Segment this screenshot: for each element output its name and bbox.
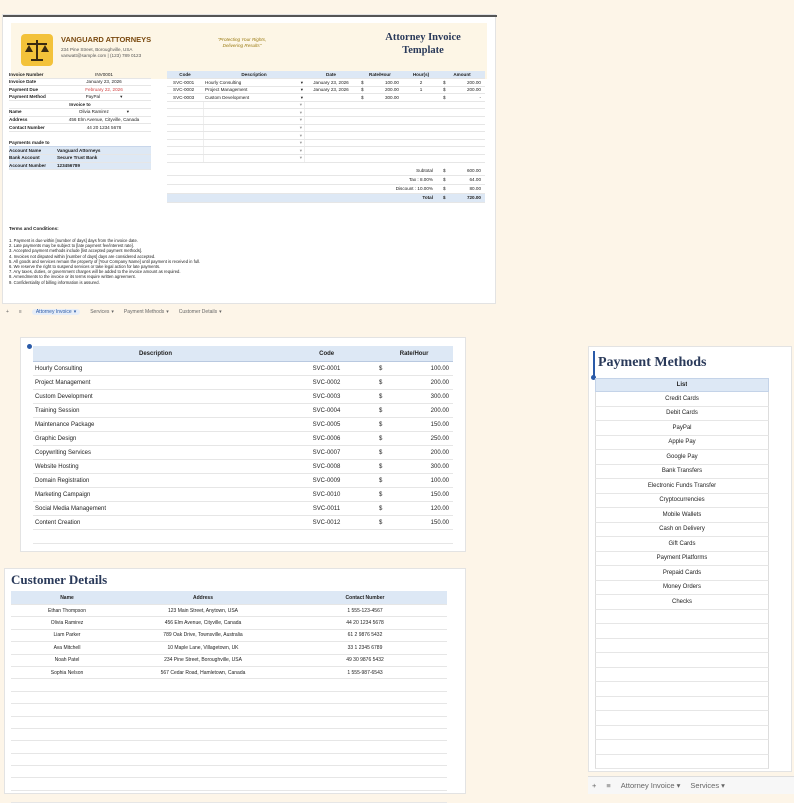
table-row (33, 516, 453, 530)
table-row (33, 488, 453, 502)
field-row: Invoice Number INV0001 (9, 71, 151, 79)
table-cell[interactable]: SVC-0002 (173, 87, 195, 93)
list-item (595, 407, 769, 422)
table-cell[interactable]: Copywriting Services (35, 449, 92, 456)
table-cell[interactable]: Hourly Consulting (35, 365, 83, 372)
table-row (33, 404, 453, 418)
table-cell[interactable]: Project Management (35, 379, 91, 386)
tab-services[interactable]: Services ▾ (90, 309, 114, 315)
table-cell[interactable]: 33 1 2345 6789 (347, 644, 383, 651)
table-cell[interactable]: SVC-0006 (312, 435, 341, 442)
description-cell[interactable] (203, 102, 305, 109)
list-item (595, 566, 769, 581)
table-cell[interactable]: 1 555-123-4567 (347, 607, 383, 614)
list-item (595, 479, 769, 494)
table-row (11, 704, 447, 716)
table-cell[interactable]: 10 Maple Lane, Villagetown, UK (167, 644, 239, 651)
table-cell[interactable] (305, 94, 357, 101)
table-cell[interactable]: Noah Patel (54, 657, 80, 664)
table-cell[interactable]: January 23, 2026 (313, 87, 349, 93)
terms-item: 9. Confidentiality of billing information is assured. (9, 279, 100, 285)
all-sheets-icon[interactable]: ≡ (606, 781, 611, 790)
list-item (595, 465, 769, 480)
table-row (33, 362, 453, 376)
rate-cell: $ 200.00 (379, 379, 449, 386)
payment-method-label[interactable]: PayPal (672, 424, 692, 431)
table-row (167, 79, 485, 87)
table-cell[interactable]: SVC-0003 (312, 393, 341, 400)
table-cell[interactable]: Graphic Design (35, 435, 77, 442)
payment-method-label[interactable]: Checks (671, 598, 692, 605)
bank-row: Account Name Vanguard Attorneys (9, 147, 151, 155)
list-item (595, 581, 769, 596)
rate-cell: $ 120.00 (379, 505, 449, 512)
payment-method-label[interactable]: Electronic Funds Transfer (647, 482, 717, 489)
payment-method-label[interactable]: Bank Transfers (661, 468, 703, 475)
totals-value: $ 720.00 (443, 194, 481, 200)
description-cell[interactable] (203, 117, 305, 124)
invoice-totals (167, 167, 485, 203)
dropdown-arrow-icon[interactable]: ▾ (300, 94, 303, 100)
table-cell[interactable]: SVC-0012 (312, 519, 341, 526)
table-row (167, 94, 485, 102)
list-item (595, 552, 769, 567)
chevron-down-icon: ▾ (73, 309, 77, 315)
table-row (33, 390, 453, 404)
table-cell[interactable]: January 23, 2026 (313, 79, 349, 85)
table-row (33, 418, 453, 432)
payment-method-label[interactable]: Cryptocurrencies (659, 497, 705, 504)
table-cell[interactable]: 49 30 9876 5432 (346, 657, 384, 664)
table-header: List (595, 378, 769, 392)
payment-method-label[interactable]: Mobile Wallets (662, 511, 702, 518)
customer-sheet (4, 568, 466, 794)
list-item (595, 653, 769, 668)
table-cell[interactable] (403, 94, 439, 101)
invoice-title: Attorney Invoice Template (385, 32, 461, 56)
payment-method-label[interactable]: Credit Cards (665, 395, 699, 402)
terms-item: 8. Amendments to the invoice or its terms require written agreement. (9, 274, 136, 280)
table-row (11, 717, 447, 729)
terms-item: 1. Payment is due within [number of days] days from the invoice date. (9, 238, 138, 243)
table-cell[interactable]: Social Media Management (35, 505, 107, 512)
table-cell[interactable]: SVC-0011 (312, 505, 341, 512)
table-cell[interactable]: 567 Cedar Road, Hamletown, Canada (160, 669, 246, 676)
list-item (595, 624, 769, 639)
table-row (167, 125, 485, 133)
table-row (11, 605, 447, 617)
table-row (167, 147, 485, 155)
table-cell[interactable]: 1 555-987-6543 (347, 669, 383, 676)
rate-cell: $ 250.00 (379, 435, 449, 442)
list-item (595, 711, 769, 726)
invoice-lines (167, 79, 485, 163)
description-cell[interactable] (203, 125, 305, 132)
terms-item: 5. All goods and services remain the property of [Your Company Name] until payment is received in full. (9, 258, 201, 264)
field-row: Contact Number 44 20 1234 5678 (9, 124, 151, 132)
list-item (595, 726, 769, 741)
firm-address: 234 Pine Street, Boroughville, USA (61, 47, 133, 52)
bottom-tab-bar (588, 776, 794, 794)
table-header: Description Code Rate/Hour (33, 346, 453, 362)
table-cell[interactable]: SVC-0001 (173, 79, 195, 85)
table-cell[interactable]: Liam Parker (53, 632, 81, 639)
payment-methods-title: Payment Methods (598, 355, 707, 370)
table-cell[interactable]: SVC-0005 (312, 421, 341, 428)
table-row (33, 474, 453, 488)
dropdown-arrow-icon[interactable]: ▾ (299, 102, 302, 108)
services-sheet (20, 337, 466, 552)
add-sheet-icon[interactable]: + (6, 309, 9, 315)
bank-row: Account Number 123456789 (9, 163, 151, 171)
list-item (595, 494, 769, 509)
payment-method-label[interactable]: Apple Pay (668, 439, 696, 446)
dropdown-arrow-icon[interactable]: ▾ (300, 87, 303, 93)
field-row: Payment Method PayPal ▾ (9, 94, 151, 102)
terms-item: 2. Late payments may be subject to [late payment fee/interest rate]. (9, 243, 134, 249)
field-row: Address 456 Elm Avenue, Cityville, Canada (9, 117, 151, 125)
invoice-sheet (2, 14, 496, 304)
dropdown-arrow-icon[interactable]: ▾ (299, 132, 302, 138)
field-row: Name Olivia Ramirez ▾ (9, 109, 151, 117)
bank-row: Bank Account Secure Trust Bank (9, 155, 151, 163)
table-cell[interactable]: SVC-0002 (312, 379, 341, 386)
rate-cell: $ 300.00 (361, 94, 399, 100)
tab-attorney-invoice[interactable]: Attorney Invoice ▾ (620, 781, 681, 790)
table-cell[interactable]: Olivia Ramirez (50, 620, 84, 627)
list-item (595, 523, 769, 538)
table-row (11, 778, 447, 790)
totals-row: Subtotal $ 600.00 (167, 167, 485, 176)
chevron-down-icon: ▾ (676, 781, 681, 790)
table-row (33, 376, 453, 390)
amount-cell: $ - (443, 94, 481, 100)
table-row (11, 692, 447, 704)
table-cell[interactable]: Maintenance Package (35, 421, 95, 428)
list-item (595, 392, 769, 407)
table-row (11, 754, 447, 766)
table-row (167, 132, 485, 140)
firm-contact: vanwatt@sample.com | (123) 789 0123 (61, 53, 142, 58)
table-row (167, 102, 485, 110)
dropdown-arrow-icon[interactable]: ▾ (299, 140, 302, 146)
rate-cell: $ 150.00 (379, 519, 449, 526)
description-cell[interactable] (203, 155, 305, 162)
rate-cell: $ 300.00 (379, 393, 449, 400)
totals-value: $ 64.00 (443, 176, 481, 182)
payment-method-label[interactable]: Cash on Delivery (659, 526, 705, 533)
table-row (11, 791, 447, 803)
totals-value: $ 600.00 (443, 167, 481, 173)
list-item (595, 697, 769, 712)
table-cell[interactable]: 1 (419, 87, 423, 93)
dropdown-arrow-icon[interactable]: ▾ (299, 117, 302, 123)
table-row (33, 502, 453, 516)
field-row: Payment Due February 22, 2026 (9, 86, 151, 94)
list-item (595, 450, 769, 465)
table-cell[interactable]: Ava Mitchell (53, 644, 81, 651)
table-row (167, 117, 485, 125)
terms-item: 4. Invoices not disputed within [number of days] days are considered accepted. (9, 253, 156, 259)
table-cell[interactable]: Website Hosting (35, 463, 79, 470)
description-cell[interactable]: Project Management ▾ (205, 87, 303, 93)
list-item (595, 682, 769, 697)
invoice-fields (9, 71, 151, 170)
table-cell[interactable]: Custom Development (35, 393, 93, 400)
list-item (595, 421, 769, 436)
table-row (11, 642, 447, 654)
tab-customer-details[interactable]: Customer Details ▾ (178, 309, 222, 315)
table-header: Name Address Contact Number (11, 591, 447, 605)
table-cell[interactable]: 2 (419, 79, 423, 85)
table-cell[interactable]: SVC-0003 (173, 94, 195, 100)
description-cell[interactable]: Hourly Consulting ▾ (205, 79, 303, 85)
terms-title: Terms and Conditions: (9, 226, 59, 231)
table-cell[interactable]: SVC-0001 (312, 365, 341, 372)
title-left-bar (593, 351, 595, 377)
amount-cell: $ 200.00 (443, 87, 481, 93)
terms-item: 3. Accepted payment methods include [list accepted payment methods]. (9, 248, 143, 254)
table-row (11, 630, 447, 642)
table-row (11, 655, 447, 667)
table-row (167, 140, 485, 148)
table-row (167, 109, 485, 117)
list-item (595, 508, 769, 523)
terms-list (9, 238, 200, 285)
rate-cell: $ 150.00 (379, 491, 449, 498)
rate-cell: $ 150.00 (379, 421, 449, 428)
totals-value: $ 80.00 (443, 185, 481, 191)
terms-item: 6. We reserve the right to suspend services or take legal action for late payments. (9, 264, 161, 270)
invoice-lines-table (167, 71, 485, 203)
table-cell[interactable]: 44 20 1234 5678 (346, 620, 384, 627)
table-row (11, 667, 447, 679)
table-cell[interactable]: Content Creation (35, 519, 81, 526)
description-cell[interactable] (203, 132, 305, 139)
customer-rows (11, 605, 447, 803)
payments-label-row: Payments made to (9, 140, 151, 148)
table-cell[interactable]: Domain Registration (35, 477, 90, 484)
totals-row: Tax : 8.00% $ 64.00 (167, 176, 485, 185)
list-item (595, 740, 769, 755)
dropdown-arrow-icon[interactable]: ▾ (126, 109, 130, 115)
totals-row: Total $ 720.00 (167, 194, 485, 203)
list-item (595, 436, 769, 451)
payment-method-label[interactable]: Payment Platforms (656, 555, 708, 562)
top-tab-bar (2, 306, 496, 318)
terms-item: 7. Any taxes, duties, or government charges will be added to the invoice amount as required. (9, 269, 181, 275)
table-cell[interactable]: SVC-0008 (312, 463, 341, 470)
add-sheet-icon[interactable]: + (592, 781, 597, 790)
chevron-down-icon: ▾ (721, 781, 725, 790)
scales-icon (21, 34, 53, 66)
all-sheets-icon[interactable]: ≡ (18, 309, 22, 315)
payment-methods-sheet (588, 346, 792, 772)
rate-cell: $ 200.00 (379, 407, 449, 414)
invoice-to-row: Invoice to (9, 101, 151, 109)
description-cell[interactable] (203, 109, 305, 116)
table-row (33, 460, 453, 474)
rate-cell: $ 200.00 (361, 87, 399, 93)
rate-cell: $ 200.00 (379, 449, 449, 456)
table-row (167, 87, 485, 95)
table-row (33, 530, 453, 544)
rate-cell: $ 300.00 (379, 463, 449, 470)
chevron-down-icon: ▾ (111, 309, 114, 315)
sheet-top-border (3, 15, 497, 17)
chevron-down-icon: ▾ (219, 309, 222, 315)
payment-methods-table (595, 378, 769, 769)
totals-row: Discount : 10.00% $ 80.00 (167, 185, 485, 194)
selection-marker (27, 344, 32, 349)
table-row (33, 432, 453, 446)
table-row (167, 155, 485, 163)
rate-cell: $ 100.00 (379, 365, 449, 372)
table-row (11, 729, 447, 741)
table-row (11, 617, 447, 629)
payment-method-label[interactable]: Google Pay (666, 453, 698, 460)
table-row (33, 446, 453, 460)
list-item (595, 537, 769, 552)
table-cell[interactable]: SVC-0010 (312, 491, 341, 498)
payment-method-label[interactable]: Gift Cards (668, 540, 696, 547)
list-item (595, 639, 769, 654)
list-item (595, 595, 769, 610)
dropdown-arrow-icon[interactable]: ▾ (299, 155, 302, 161)
table-cell[interactable]: 456 Elm Avenue, Cityville, Canada (164, 620, 242, 627)
payment-method-label[interactable]: Debit Cards (666, 410, 698, 417)
amount-cell: $ 200.00 (443, 79, 481, 85)
table-cell[interactable]: 234 Pine Street, Boroughville, USA (164, 657, 242, 664)
dropdown-arrow-icon[interactable]: ▾ (120, 94, 123, 100)
table-cell[interactable]: SVC-0007 (312, 449, 341, 456)
customer-table (11, 591, 447, 803)
services-rows (33, 362, 453, 544)
table-cell[interactable]: Ethan Thompson (48, 607, 86, 614)
field-row: Invoice Date January 23, 2026 (9, 79, 151, 87)
table-cell[interactable]: 123 Main Street, Anytown, USA (167, 607, 239, 614)
table-row (11, 766, 447, 778)
tab-payment-methods[interactable]: Payment Methods ▾ (123, 309, 169, 315)
dropdown-arrow-icon[interactable]: ▾ (300, 79, 303, 85)
description-cell[interactable] (203, 147, 305, 154)
description-cell[interactable]: Custom Development ▾ (205, 94, 303, 100)
rate-cell: $ 100.00 (361, 79, 399, 85)
list-item (595, 755, 769, 770)
table-cell[interactable]: Sophia Nelson (50, 669, 84, 676)
list-item (595, 668, 769, 683)
services-table (33, 346, 453, 544)
payment-methods-rows (595, 392, 769, 769)
table-cell[interactable]: Training Session (35, 407, 80, 414)
table-cell[interactable]: 61 2 9876 5432 (347, 632, 383, 639)
table-row (11, 741, 447, 753)
customer-title: Customer Details (11, 572, 108, 587)
dropdown-arrow-icon[interactable]: ▾ (299, 125, 302, 131)
table-header: Code Description Date Rate/Hour Hour(s) Amount (167, 71, 485, 79)
table-row (11, 679, 447, 691)
table-cell[interactable]: Marketing Campaign (35, 491, 91, 498)
list-item (595, 610, 769, 625)
table-cell[interactable]: 789 Oak Drive, Townsville, Australia (163, 632, 243, 639)
description-cell[interactable] (203, 140, 305, 147)
payment-method-label[interactable]: Prepaid Cards (662, 569, 702, 576)
firm-name: VANGUARD ATTORNEYS (61, 35, 152, 44)
rate-cell: $ 100.00 (379, 477, 449, 484)
payment-method-label[interactable]: Money Orders (662, 584, 701, 591)
tab-attorney-invoice[interactable]: Attorney Invoice ▾ (32, 309, 80, 315)
chevron-down-icon: ▾ (166, 309, 169, 315)
table-cell[interactable]: SVC-0009 (312, 477, 341, 484)
table-cell[interactable]: SVC-0004 (312, 407, 341, 414)
dropdown-arrow-icon[interactable]: ▾ (299, 109, 302, 115)
firm-slogan: "Protecting Your Rights, Delivering Results" (217, 37, 267, 48)
dropdown-arrow-icon[interactable]: ▾ (299, 147, 302, 153)
tab-services[interactable]: Services ▾ (690, 781, 725, 790)
